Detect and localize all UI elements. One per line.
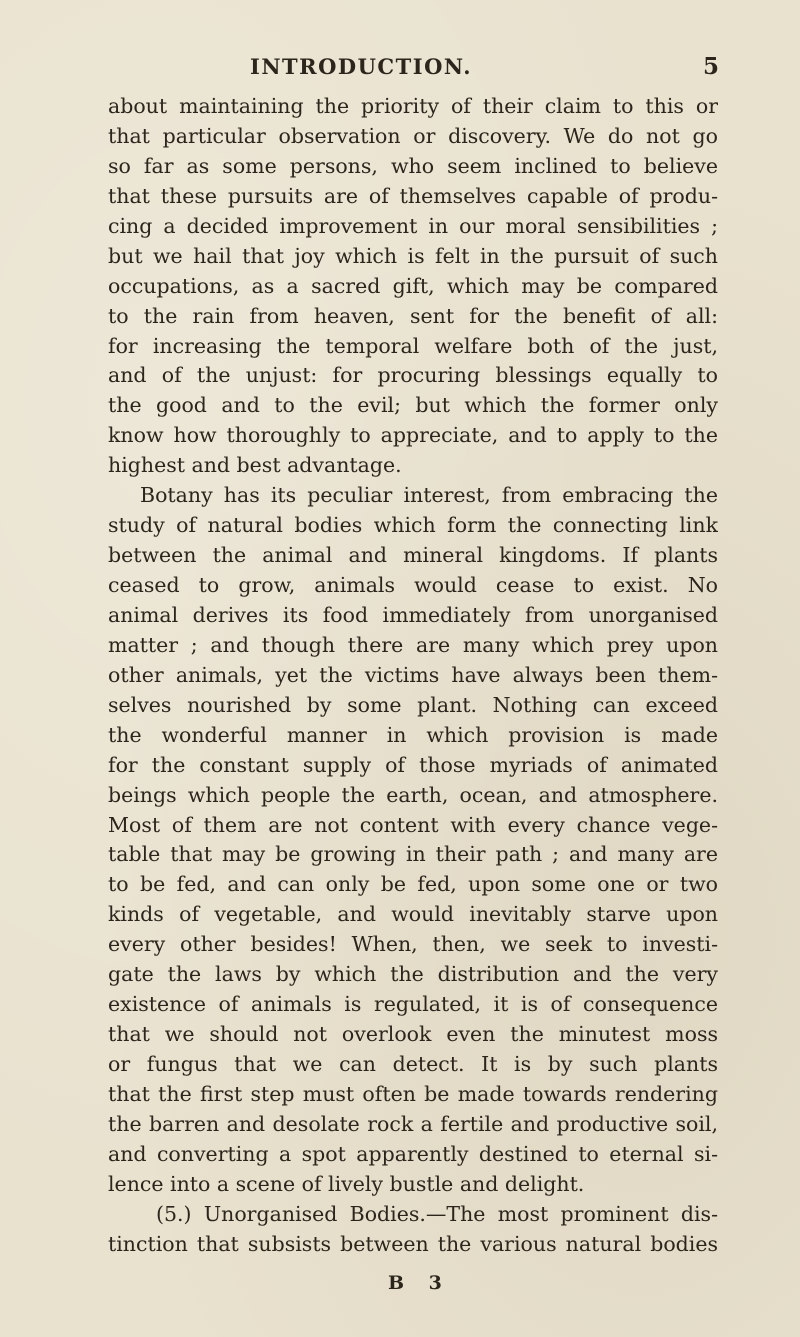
- text-line: lence into a scene of lively bustle and delight.: [108, 1171, 585, 1196]
- text-line: the wonderful manner in which provision is made: [108, 722, 718, 747]
- text-line: Most of them are not content with every chance vege-: [108, 812, 718, 837]
- text-line: table that may be growing in their path ; and many are: [108, 842, 718, 867]
- text-line: animal derives its food immediately from unorganised: [108, 602, 718, 627]
- text-line: to be fed, and can only be fed, upon some one or two: [108, 872, 718, 897]
- text-line: study of natural bodies which form the connecting link: [108, 513, 718, 538]
- text-line: Botany has its peculiar interest, from embracing the: [140, 483, 718, 508]
- text-line: gate the laws by which the distribution and the very: [108, 962, 718, 987]
- text-line: beings which people the earth, ocean, and atmosphere.: [108, 782, 718, 807]
- signature-mark: B 3: [388, 1272, 451, 1294]
- text-line: highest and best advantage.: [108, 453, 402, 478]
- text-line: ceased to grow, animals would cease to exist. No: [108, 573, 718, 597]
- text-line: that these pursuits are of themselves capable of produ-: [108, 183, 718, 208]
- text-line: for increasing the temporal welfare both of the just,: [108, 333, 718, 358]
- text-line: or fungus that we can detect. It is by such plants: [108, 1052, 718, 1076]
- text-line: about maintaining the priority of their claim to this or: [108, 94, 718, 118]
- text-line: occupations, as a sacred gift, which may be compared: [108, 273, 718, 298]
- text-line: kinds of vegetable, and would inevitably starve upon: [108, 902, 718, 927]
- text-line: and converting a spot apparently destined to eternal si-: [108, 1141, 718, 1166]
- text-line: selves nourished by some plant. Nothing can exceed: [108, 692, 718, 717]
- text-line: that the first step must often be made towards rendering: [108, 1081, 718, 1106]
- section-heading-line: (5.) Unorganised Bodies.—The most prominent dis-: [156, 1201, 718, 1226]
- text-line: that we should not overlook even the minutest moss: [108, 1022, 718, 1047]
- text-line: tinction that subsists between the various natural bodies: [108, 1231, 718, 1256]
- text-line: and of the unjust: for procuring blessings equally to: [108, 363, 718, 388]
- text-line: but we hail that joy which is felt in the pursuit of such: [108, 243, 718, 268]
- text-line: existence of animals is regulated, it is of consequence: [108, 992, 718, 1017]
- text-line: for the constant supply of those myriads of animated: [108, 752, 718, 777]
- text-line: so far as some persons, who seem inclined to believe: [108, 153, 718, 178]
- text-line: every other besides! When, then, we seek to investi-: [108, 932, 718, 957]
- text-line: matter ; and though there are many which prey upon: [108, 632, 718, 657]
- running-head: [0, 52, 800, 82]
- page-number: 5: [703, 53, 720, 80]
- text-line: cing a decided improvement in our moral sensibilities ;: [108, 213, 718, 238]
- text-line: know how thoroughly to appreciate, and to apply to the: [108, 423, 718, 448]
- running-title: INTRODUCTION.: [250, 54, 473, 79]
- text-line: to the rain from heaven, sent for the benefit of all:: [108, 303, 718, 328]
- text-line: the barren and desolate rock a fertile and productive soil,: [108, 1111, 718, 1136]
- text-line: other animals, yet the victims have always been them-: [108, 662, 718, 687]
- signature-footer: [0, 1268, 800, 1298]
- text-line: that particular observation or discovery. We do not go: [108, 123, 718, 148]
- text-line: the good and to the evil; but which the former only: [108, 393, 718, 418]
- body-text: [108, 92, 718, 1260]
- text-line: between the animal and mineral kingdoms. If plants: [108, 543, 718, 568]
